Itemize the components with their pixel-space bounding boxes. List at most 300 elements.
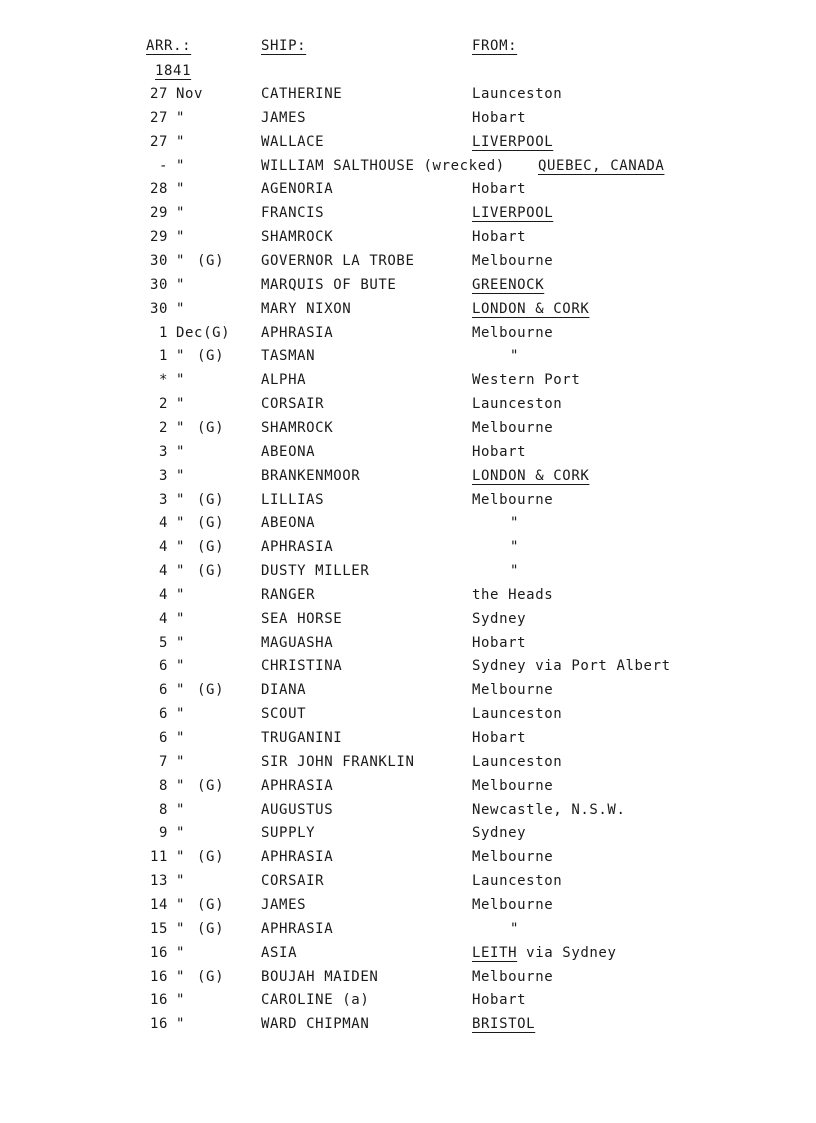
origin-port: [472, 299, 589, 319]
origin-port: [472, 537, 519, 557]
column-headers: [0, 36, 816, 56]
arrival-month: ": [176, 992, 186, 1009]
arrival-month: ": [176, 849, 186, 866]
origin-port: [472, 84, 562, 104]
origin-port-name: Melbourne: [472, 682, 554, 699]
arrival-day: 11: [149, 849, 168, 866]
arrival-day: 1: [158, 348, 168, 365]
arrival-month: ": [176, 801, 186, 818]
arrival-day: 2: [158, 419, 168, 436]
arrival-month: ": [176, 753, 186, 770]
arrival-month: ": [176, 682, 186, 699]
arrival-month: ": [176, 968, 186, 985]
arrival-row: [0, 633, 816, 653]
from-header: FROM:: [472, 38, 518, 54]
arrival-row: [0, 346, 816, 366]
arrival-row: [0, 728, 816, 748]
arrival-date: [146, 346, 224, 366]
arrival-row: [0, 490, 816, 510]
arrival-day: 7: [158, 753, 168, 770]
arrival-day: 4: [158, 515, 168, 532]
arrival-date: [146, 919, 224, 939]
arrival-month: ": [176, 396, 186, 413]
origin-port: [472, 800, 626, 820]
origin-port: [472, 513, 519, 533]
origin-port: [472, 728, 526, 748]
arrival-month: ": [176, 276, 186, 293]
arrival-month: ": [176, 515, 186, 532]
arrival-month: ": [176, 563, 186, 579]
origin-port: [472, 585, 553, 605]
arrival-day: 3: [158, 467, 168, 484]
arrival-day: 15: [149, 920, 168, 937]
arrival-date: [146, 561, 224, 581]
arrival-row: [0, 943, 816, 963]
origin-port-name: Hobart: [472, 634, 527, 651]
origin-port-name: Launceston: [472, 396, 563, 413]
ship-name: TRUGANINI: [261, 730, 343, 746]
arrival-day: 30: [149, 300, 168, 317]
arrival-day: 29: [149, 205, 168, 222]
origin-port-name: GREENOCK: [472, 276, 545, 293]
origin-port-name: Newcastle, N.S.W.: [472, 801, 626, 818]
arrival-date: [146, 871, 197, 891]
arrival-month: ": [176, 610, 186, 627]
arrival-month: ": [176, 825, 186, 842]
ship-header: SHIP:: [261, 38, 307, 54]
origin-port: [472, 418, 553, 438]
origin-port: [472, 704, 562, 724]
ship-name: MARQUIS OF BUTE: [261, 276, 397, 293]
arrival-date: [146, 537, 224, 557]
arrival-date: [146, 895, 224, 915]
arrival-month: ": [176, 539, 186, 556]
origin-port: [472, 990, 526, 1010]
arrival-day: 6: [158, 658, 168, 675]
arrival-day: 1: [158, 324, 168, 341]
arrival-row: [0, 251, 816, 271]
arrival-month: ": [176, 873, 186, 890]
origin-port-name: Melbourne: [472, 896, 554, 913]
arrival-date: [146, 370, 197, 390]
arrival-day: 16: [149, 1016, 168, 1033]
government-flag: (G): [197, 968, 225, 985]
arrival-day: 6: [158, 682, 168, 699]
ship-name: CORSAIR: [261, 396, 325, 413]
origin-port: [472, 561, 519, 581]
government-flag: (G): [203, 324, 231, 341]
ship-name: SCOUT: [261, 706, 307, 723]
arrival-row: [0, 442, 816, 462]
origin-port-name: Hobart: [472, 229, 527, 246]
arrival-day: 27: [149, 133, 168, 150]
origin-port: [472, 752, 562, 772]
arrival-month: ": [176, 944, 186, 961]
origin-port-name: LIVERPOOL: [472, 205, 554, 222]
government-flag: (G): [197, 419, 225, 436]
origin-port: [472, 776, 553, 796]
ship-name: BRANKENMOOR: [261, 467, 361, 484]
origin-port: [472, 490, 553, 510]
arrival-date: [146, 633, 197, 653]
origin-port: [472, 442, 526, 462]
origin-port: [472, 895, 553, 915]
origin-port-name: LONDON & CORK: [472, 300, 590, 317]
arrival-date: [146, 299, 197, 319]
arrival-date: [146, 776, 224, 796]
arrival-row: [0, 752, 816, 772]
arrival-row: [0, 561, 816, 581]
arrival-row: [0, 847, 816, 867]
arrival-row: [0, 203, 816, 223]
arrival-date: [146, 132, 197, 152]
arrival-row: [0, 871, 816, 891]
ship-name: DUSTY MILLER: [261, 563, 370, 579]
arrival-day: -: [158, 157, 168, 174]
arrival-month: Nov: [176, 86, 204, 102]
origin-port: [472, 251, 553, 271]
ship-name: SUPPLY: [261, 825, 316, 842]
year-heading: 1841: [155, 63, 192, 79]
arrival-row: [0, 84, 816, 104]
ship-name: TASMAN: [261, 348, 316, 365]
arrival-date: [146, 466, 197, 486]
origin-port-name: ": [510, 563, 520, 579]
arrival-month: ": [176, 634, 186, 651]
origin-port-name: BRISTOL: [472, 1016, 536, 1033]
arrival-row: [0, 275, 816, 295]
origin-port-name: Sydney: [472, 610, 527, 627]
arrival-month: ": [176, 920, 186, 937]
government-flag: (G): [197, 682, 225, 699]
arrival-date: [146, 156, 197, 176]
origin-port-name: ": [510, 539, 520, 556]
arrival-date: [146, 418, 224, 438]
ship-name: SEA HORSE: [261, 610, 343, 627]
origin-port: [472, 967, 553, 987]
ship-name: ALPHA: [261, 372, 307, 389]
origin-port-name: Melbourne: [472, 253, 554, 269]
origin-port-name: Sydney via Port Albert: [472, 658, 671, 675]
arrival-date: [146, 108, 197, 128]
ship-name: CATHERINE: [261, 86, 343, 102]
arrival-date: [146, 609, 197, 629]
arrival-row: [0, 919, 816, 939]
arrival-day: 28: [149, 181, 168, 198]
arrival-day: 9: [158, 825, 168, 842]
origin-port: [472, 680, 553, 700]
ship-name: SIR JOHN FRANKLIN: [261, 753, 415, 770]
government-flag: (G): [197, 920, 225, 937]
arrival-day: 6: [158, 730, 168, 746]
ship-name: AGENORIA: [261, 181, 334, 198]
ship-name: ABEONA: [261, 443, 316, 460]
ship-name: MARY NIXON: [261, 300, 352, 317]
origin-port: [472, 847, 553, 867]
arrival-month: Dec: [176, 324, 204, 341]
arrival-month: ": [176, 109, 186, 126]
arrival-row: [0, 323, 816, 343]
origin-port: [472, 466, 589, 486]
arrival-row: [0, 823, 816, 843]
origin-port: [472, 871, 562, 891]
origin-port-name: LIVERPOOL: [472, 133, 554, 150]
ship-name: GOVERNOR LA TROBE: [261, 253, 415, 269]
arrival-day: *: [158, 372, 168, 389]
origin-port: [472, 919, 519, 939]
arrival-month: ": [176, 348, 186, 365]
arrival-date: [146, 823, 197, 843]
arrival-row: [0, 418, 816, 438]
arrival-month: ": [176, 896, 186, 913]
arrival-row: [0, 108, 816, 128]
ship-name: APHRASIA: [261, 849, 334, 866]
arrival-row: [0, 585, 816, 605]
origin-port: [472, 943, 616, 963]
ship-name: ABEONA: [261, 515, 316, 532]
arrival-date: [146, 179, 197, 199]
origin-port: [472, 1014, 535, 1034]
arrival-row: [0, 656, 816, 676]
origin-port: [472, 370, 580, 390]
arrival-row: [0, 704, 816, 724]
arrival-month: ": [176, 658, 186, 675]
arrival-month: ": [176, 300, 186, 317]
origin-port-name: Melbourne: [472, 491, 554, 508]
arrival-row: [0, 1014, 816, 1034]
arrival-month: ": [176, 467, 186, 484]
origin-port-suffix: via Sydney: [517, 944, 617, 961]
origin-port-name: Melbourne: [472, 324, 554, 341]
origin-port: [538, 156, 664, 176]
origin-port-name: ": [510, 348, 520, 365]
arrival-date: [146, 656, 197, 676]
arrival-day: 8: [158, 777, 168, 794]
arrival-row: [0, 800, 816, 820]
arrival-row: [0, 227, 816, 247]
ship-name: APHRASIA: [261, 324, 334, 341]
origin-port-name: LONDON & CORK: [472, 467, 590, 484]
arrival-row: [0, 370, 816, 390]
arrival-date: [146, 394, 197, 414]
arrival-row: [0, 776, 816, 796]
government-flag: (G): [197, 348, 225, 365]
government-flag: (G): [197, 896, 225, 913]
arrival-date: [146, 251, 224, 271]
origin-port-name: Melbourne: [472, 419, 554, 436]
origin-port: [472, 823, 526, 843]
arrival-date: [146, 203, 197, 223]
ship-name: SHAMROCK: [261, 229, 334, 246]
arrival-date: [146, 847, 224, 867]
ship-name: CHRISTINA: [261, 658, 343, 675]
arrival-month: ": [176, 730, 186, 746]
government-flag: (G): [197, 563, 225, 579]
arrival-day: 30: [149, 276, 168, 293]
arrival-date: [146, 1014, 197, 1034]
arrival-day: 2: [158, 396, 168, 413]
origin-port: [472, 132, 553, 152]
ship-name: APHRASIA: [261, 539, 334, 556]
ship-name: APHRASIA: [261, 920, 334, 937]
ship-name: SHAMROCK: [261, 419, 334, 436]
origin-port: [472, 633, 526, 653]
ship-name: LILLIAS: [261, 491, 325, 508]
origin-port-name: Launceston: [472, 873, 563, 890]
government-flag: (G): [197, 515, 225, 532]
arrival-day: 27: [149, 86, 168, 102]
origin-port: [472, 227, 526, 247]
ship-name: APHRASIA: [261, 777, 334, 794]
arrival-month: ": [176, 253, 186, 269]
arrival-day: 5: [158, 634, 168, 651]
origin-port: [472, 346, 519, 366]
origin-port-name: Melbourne: [472, 777, 554, 794]
arrival-row: [0, 466, 816, 486]
arrival-date: [146, 680, 224, 700]
arrival-date: [146, 275, 197, 295]
arrival-day: 27: [149, 109, 168, 126]
arrival-row: [0, 967, 816, 987]
government-flag: (G): [197, 253, 225, 269]
government-flag: (G): [197, 491, 225, 508]
ship-name: BOUJAH MAIDEN: [261, 968, 379, 985]
arrival-day: 8: [158, 801, 168, 818]
arrival-row: [0, 394, 816, 414]
arrival-day: 4: [158, 563, 168, 579]
arrival-day: 16: [149, 944, 168, 961]
arrival-month: ": [176, 777, 186, 794]
arrival-date: [146, 323, 230, 343]
arrival-row: [0, 299, 816, 319]
arrival-row: [0, 537, 816, 557]
origin-port-name: Western Port: [472, 372, 581, 389]
arrival-day: 4: [158, 539, 168, 556]
arrival-day: 16: [149, 992, 168, 1009]
arrival-date: [146, 585, 197, 605]
arrival-month: ": [176, 157, 186, 174]
origin-port-name: the Heads: [472, 586, 554, 603]
origin-port: [472, 609, 526, 629]
arrival-month: ": [176, 205, 186, 222]
arrival-month: ": [176, 1016, 186, 1033]
ship-name: CORSAIR: [261, 873, 325, 890]
arrival-month: ": [176, 419, 186, 436]
arrival-month: ": [176, 443, 186, 460]
arrival-date: [146, 728, 197, 748]
arrival-row: [0, 895, 816, 915]
arrival-date: [146, 442, 197, 462]
arrival-month: ": [176, 372, 186, 389]
arrival-day: 4: [158, 586, 168, 603]
origin-port: [472, 275, 544, 295]
ship-name: JAMES: [261, 109, 307, 126]
arrival-date: [146, 227, 197, 247]
arrival-month: ": [176, 491, 186, 508]
origin-port-name: Melbourne: [472, 849, 554, 866]
ship-name: RANGER: [261, 586, 316, 603]
arrival-row: [0, 609, 816, 629]
ship-name: DIANA: [261, 682, 307, 699]
government-flag: (G): [197, 849, 225, 866]
ship-name: WILLIAM SALTHOUSE (wrecked): [261, 157, 505, 174]
arrival-row: [0, 680, 816, 700]
origin-port-name: Launceston: [472, 86, 563, 102]
origin-port: [472, 323, 553, 343]
arrival-month: ": [176, 133, 186, 150]
arrival-date: [146, 990, 197, 1010]
origin-port-name: Melbourne: [472, 968, 554, 985]
arrival-date: [146, 84, 215, 104]
arrival-month: ": [176, 586, 186, 603]
origin-port-name: Hobart: [472, 181, 527, 198]
origin-port-name: QUEBEC, CANADA: [538, 157, 665, 174]
arrival-row: [0, 179, 816, 199]
origin-port: [472, 656, 671, 676]
origin-port-name: Hobart: [472, 109, 527, 126]
arrival-month: ": [176, 706, 186, 723]
origin-port: [472, 203, 553, 223]
arrival-day: 3: [158, 443, 168, 460]
government-flag: (G): [197, 777, 225, 794]
ship-name: AUGUSTUS: [261, 801, 334, 818]
origin-port: [472, 394, 562, 414]
arrival-day: 6: [158, 706, 168, 723]
ship-name: WALLACE: [261, 133, 325, 150]
arrival-day: 16: [149, 968, 168, 985]
origin-port-name: Hobart: [472, 730, 527, 746]
arr-header: ARR.:: [146, 38, 192, 54]
arrival-date: [146, 967, 224, 987]
arrival-day: 13: [149, 873, 168, 890]
origin-port-name: ": [510, 920, 520, 937]
origin-port-name: Hobart: [472, 992, 527, 1009]
arrival-date: [146, 513, 224, 533]
arrival-date: [146, 752, 197, 772]
origin-port-name: Sydney: [472, 825, 527, 842]
origin-port-name: LEITH: [472, 944, 518, 961]
origin-port-name: Hobart: [472, 443, 527, 460]
arrival-day: 30: [149, 253, 168, 269]
arrival-date: [146, 800, 197, 820]
arrival-date: [146, 704, 197, 724]
arrival-date: [146, 943, 197, 963]
origin-port: [472, 108, 526, 128]
arrival-row: [0, 513, 816, 533]
arrival-day: 29: [149, 229, 168, 246]
ship-name: JAMES: [261, 896, 307, 913]
ship-name: CAROLINE (a): [261, 992, 370, 1009]
arrival-day: 14: [149, 896, 168, 913]
ship-name: ASIA: [261, 944, 298, 961]
origin-port-name: Launceston: [472, 753, 563, 770]
ship-name: FRANCIS: [261, 205, 325, 222]
origin-port-name: ": [510, 515, 520, 532]
arrival-month: ": [176, 181, 186, 198]
arrival-row: [0, 132, 816, 152]
arrival-month: ": [176, 229, 186, 246]
origin-port: [472, 179, 526, 199]
arrival-date: [146, 490, 224, 510]
ship-name: WARD CHIPMAN: [261, 1016, 370, 1033]
government-flag: (G): [197, 539, 225, 556]
arrival-day: 3: [158, 491, 168, 508]
origin-port-name: Launceston: [472, 706, 563, 723]
arrival-day: 4: [158, 610, 168, 627]
arrival-row: [0, 156, 816, 176]
arrival-row: [0, 990, 816, 1010]
ship-name: MAGUASHA: [261, 634, 334, 651]
